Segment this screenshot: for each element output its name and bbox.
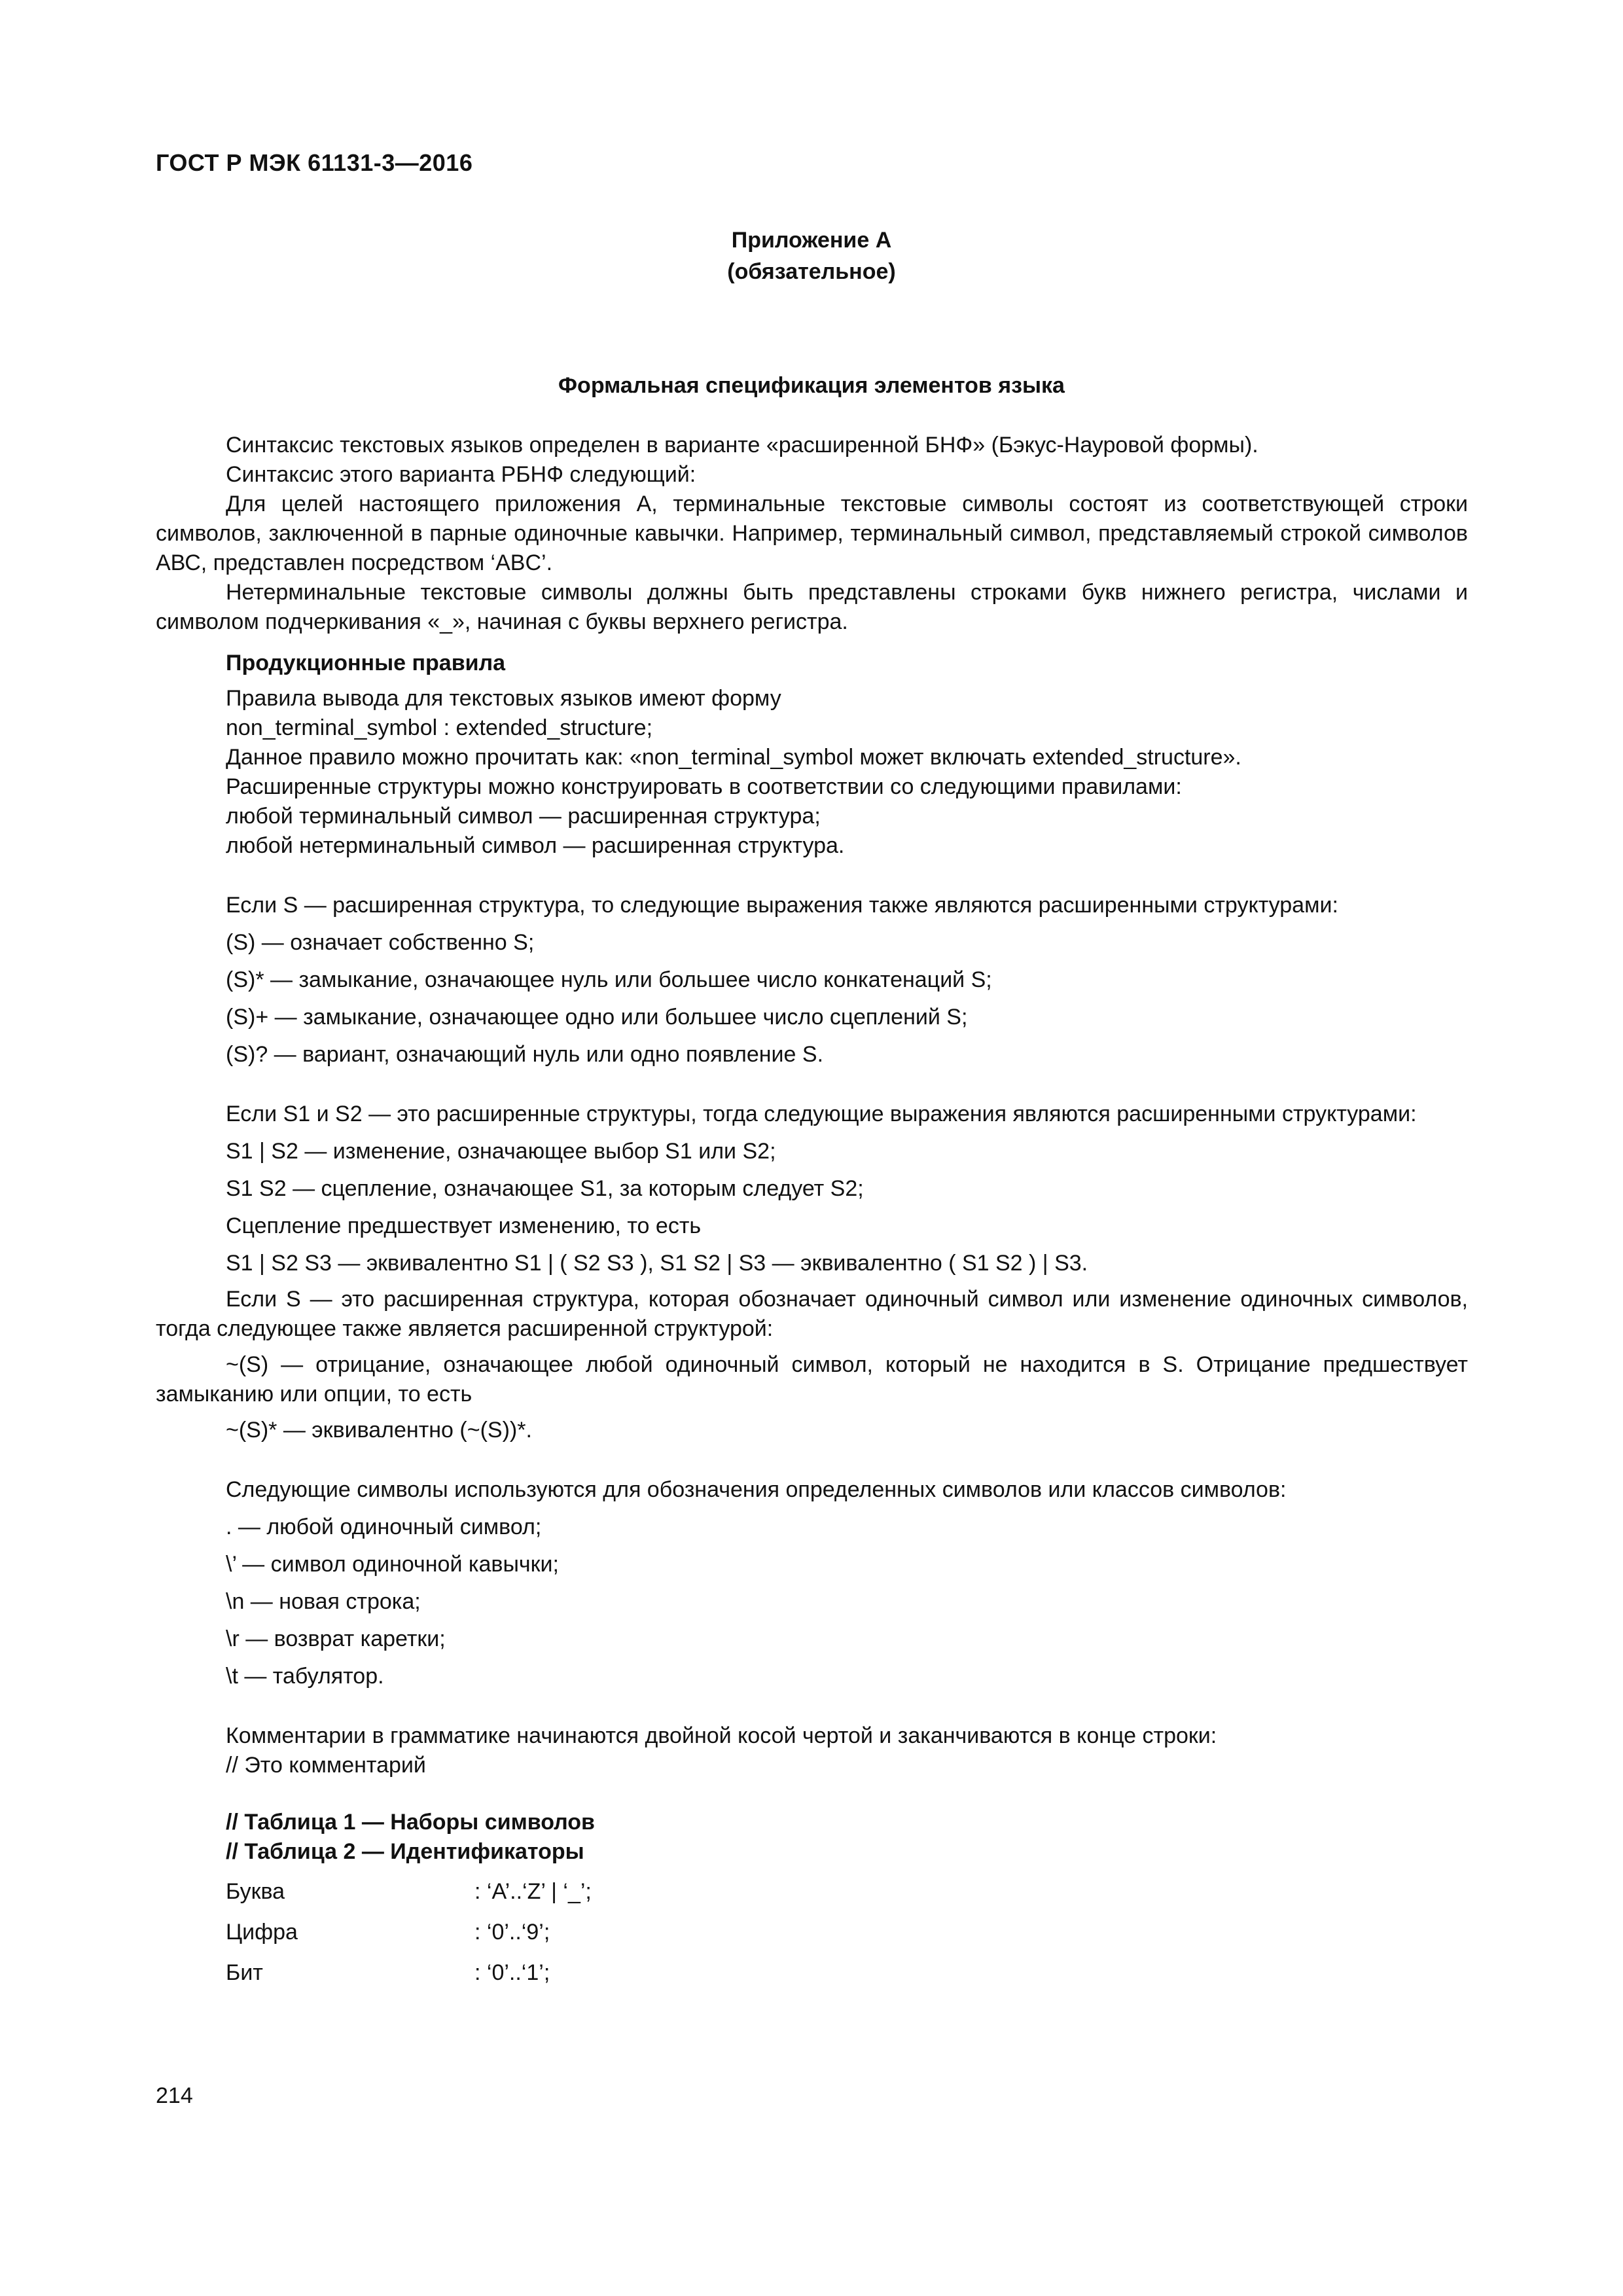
page-number: 214 — [156, 2083, 193, 2108]
definition-row — [226, 1877, 1468, 1918]
list-item: \n — новая строка; — [226, 1589, 421, 1614]
list-item: S1 | S2 — изменение, означающее выбор S1 или S2; — [226, 1139, 776, 1164]
paragraph: Комментарии в грамматике начинаются двойной косой чертой и заканчиваются в конце строки: — [226, 1723, 1217, 1748]
paragraph: Если S1 и S2 — это расширенные структуры, тогда следующие выражения являются расширенными структурами: — [226, 1102, 1417, 1126]
section-title: Формальная спецификация элементов языка — [558, 373, 1065, 398]
list-item: (S)* — замыкание, означающее нуль или большее число конкатенаций S; — [226, 967, 992, 992]
list-item: Сцепление предшествует изменению, то есть — [226, 1213, 702, 1238]
paragraph: Синтаксис текстовых языков определен в варианте «расширенной БНФ» (Бэкус-Науровой формы). — [226, 433, 1258, 457]
list-item: (S)? — вариант, означающий нуль или одно появление S. — [226, 1042, 824, 1067]
code-line: non_terminal_symbol : extended_structure; — [226, 715, 653, 740]
paragraph: Синтаксис этого варианта РБНФ следующий: — [226, 462, 696, 487]
paragraph: Если S — это расширенная структура, которая обозначает одиночный символ или изменение одиночных символов, тогда следующее также является расширенной структурой: — [156, 1287, 1468, 1341]
list-item: \r — возврат каретки; — [226, 1626, 446, 1651]
definition-value: : ‘0’..‘1’; — [474, 1960, 550, 1985]
subsection-heading: Продукционные правила — [226, 651, 506, 675]
paragraph: Для целей настоящего приложения А, терминальные текстовые символы состоят из соответствующей строки символов, заключенной в парные одиночные кавычки. Например, терминальный символ, представляемый строкой символов АВС, представлен посредством ‘ABC’. — [156, 492, 1468, 575]
definition-term: Буква — [226, 1879, 285, 1904]
list-item: (S)+ — замыкание, означающее одно или большее число сцеплений S; — [226, 1005, 968, 1030]
paragraph: ~(S) — отрицание, означающее любой одиночный символ, который не находится в S. Отрицание предшествует замыканию или опции, то есть — [156, 1352, 1468, 1407]
definition-row — [226, 1958, 1468, 1999]
grammar-comment: // Таблица 1 — Наборы символов — [226, 1810, 595, 1835]
definition-row — [226, 1918, 1468, 1958]
list-item: S1 S2 — сцепление, означающее S1, за которым следует S2; — [226, 1176, 864, 1201]
list-item: (S) — означает собственно S; — [226, 930, 535, 955]
list-item: \’ — символ одиночной кавычки; — [226, 1552, 559, 1577]
paragraph: Если S — расширенная структура, то следующие выражения также являются расширенными структурами: — [226, 893, 1338, 918]
definition-term: Цифра — [226, 1920, 298, 1945]
paragraph: Данное правило можно прочитать как: «non_terminal_symbol может включать extended_structure». — [226, 745, 1241, 770]
paragraph: Правила вывода для текстовых языков имеют форму — [226, 686, 781, 711]
appendix-title: Приложение А — [731, 228, 892, 253]
definition-term: Бит — [226, 1960, 263, 1985]
definition-value: : ‘0’..‘9’; — [474, 1920, 550, 1945]
definitions-table — [156, 1877, 1468, 1999]
list-item: любой нетерминальный символ — расширенная структура. — [226, 833, 845, 858]
paragraph: Расширенные структуры можно конструировать в соответствии со следующими правилами: — [226, 774, 1182, 799]
list-item: ~(S)* — эквивалентно (~(S))*. — [226, 1418, 532, 1443]
document-body — [156, 431, 1468, 1999]
appendix-note: (обязательное) — [727, 259, 896, 284]
list-item: \t — табулятор. — [226, 1664, 384, 1689]
appendix-heading — [0, 224, 1623, 287]
code-line: // Это комментарий — [226, 1753, 426, 1778]
document-header: ГОСТ Р МЭК 61131-3—2016 — [156, 149, 473, 176]
list-item: S1 | S2 S3 — эквивалентно S1 | ( S2 S3 ), S1 S2 | S3 — эквивалентно ( S1 S2 ) | S3. — [226, 1251, 1088, 1276]
list-item: любой терминальный символ — расширенная структура; — [226, 804, 821, 829]
paragraph: Нетерминальные текстовые символы должны быть представлены строками букв нижнего регистра, числами и символом подчеркивания «_», начиная с буквы верхнего регистра. — [156, 580, 1468, 634]
list-item: . — любой одиночный символ; — [226, 1515, 542, 1539]
grammar-comment: // Таблица 2 — Идентификаторы — [226, 1839, 584, 1864]
definition-value: : ‘A’..‘Z’ | ‘_’; — [474, 1879, 592, 1904]
paragraph: Следующие символы используются для обозначения определенных символов или классов символов: — [226, 1477, 1287, 1502]
